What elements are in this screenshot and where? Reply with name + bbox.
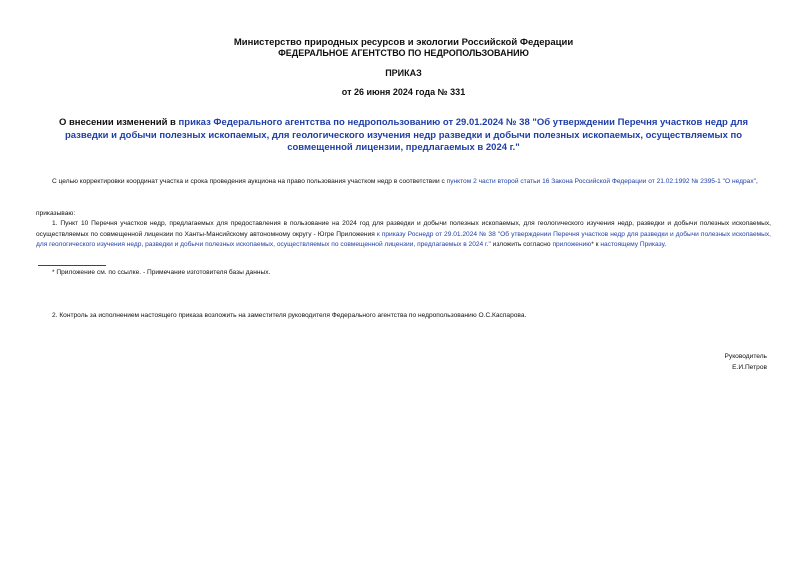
doc-type: ПРИКАЗ xyxy=(385,68,422,78)
appendix-link[interactable]: приложению xyxy=(552,241,592,248)
item-1-tail: * к xyxy=(591,241,601,248)
footnote: * Приложение см. по ссылке. - Примечание изготовителя базы данных. xyxy=(52,269,271,276)
preamble-text: С целью корректировки координат участка и срока проведения аукциона на право пользования участком недр в соответствии с xyxy=(52,178,447,185)
ministry-name: Министерство природных ресурсов и экологии Российской Федерации xyxy=(233,37,574,48)
signature-name: Е.И.Петров xyxy=(732,364,767,371)
footnote-divider xyxy=(38,265,106,266)
item-1-text: 1. Пункт 10 Перечня участков недр, предлагаемых для предоставления в пользование на 2024 год для разведки и добычи полезных ископаемых, для геологического изучения недр, разведки и добычи полезных ископаемых, осуществляемых по совмещенной лицензии по Ханты-Мансийскому автономному округу - Югре Приложения xyxy=(36,220,771,238)
law-link[interactable]: пунктом 2 части второй статьи 16 Закона Российской Федерации от 21.02.1992 № 2395-1 "О недрах" xyxy=(446,178,756,185)
this-order-link[interactable]: настоящему Приказу xyxy=(600,241,665,248)
item-1-end: . xyxy=(664,241,667,248)
signature-role: Руководитель xyxy=(724,353,767,360)
item-2-paragraph: 2. Контроль за исполнением настоящего приказа возложить на заместителя руководителя Федерального агентства по недропользованию О.С.Каспарова. xyxy=(52,312,527,319)
title-prefix: О внесении изменений в xyxy=(58,117,179,128)
doc-date-number: от 26 июня 2024 года № 331 xyxy=(341,87,466,97)
doc-title xyxy=(36,117,771,155)
item-1-paragraph xyxy=(36,219,771,251)
order-link[interactable]: к приказу Роснедр от 29.01.2024 № 38 "Об утверждении Перечня участков недр для разведки и добычи полезных ископаемых, для геологического изучения недр, разведки и добычи полезных ископаемых, осуществляемых по совмещенной лицензии, предлагаемых в 2024 г." xyxy=(36,230,772,248)
preamble-paragraph xyxy=(36,177,771,188)
item-1-middle: изложить согласно xyxy=(490,241,553,248)
order-word: приказываю: xyxy=(36,210,76,217)
agency-name: ФЕДЕРАЛЬНОЕ АГЕНТСТВО ПО НЕДРОПОЛЬЗОВАНИЮ xyxy=(278,48,529,58)
preamble-suffix: , xyxy=(755,178,758,185)
title-link[interactable]: приказ Федерального агентства по недропользованию от 29.01.2024 № 38 "Об утверждении Перечня участков недр для разведки и добычи полезных ископаемых, для геологического изучения недр разведки и добычи полезных ископаемых, осуществляемых по совмещенной лицензии, предлагаемых в 2024 г." xyxy=(64,117,749,153)
